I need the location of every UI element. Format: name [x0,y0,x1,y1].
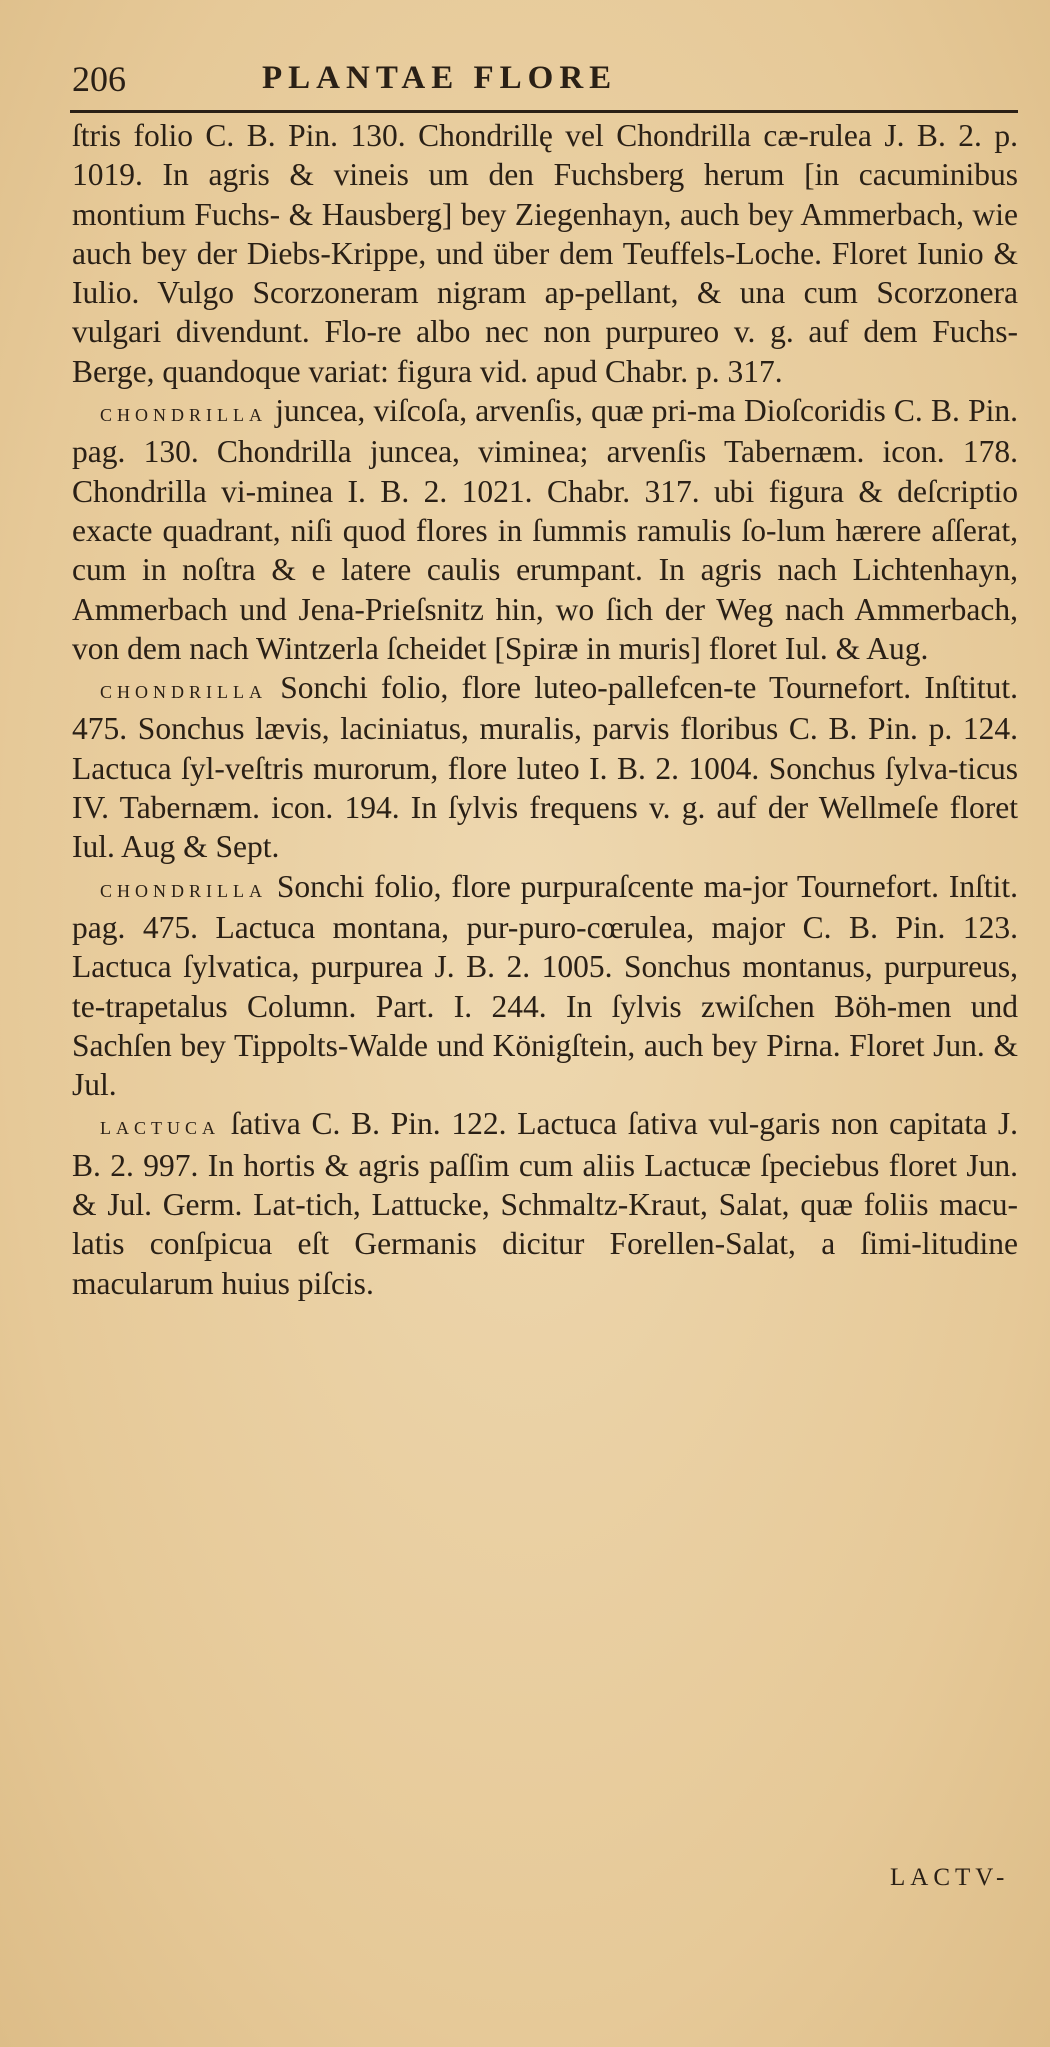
genus-name: chondrilla [100,675,267,705]
entry-paragraph [72,668,1018,866]
entry-paragraph [72,391,1018,668]
entry-text: Sonchi folio, flore purpuraſcente ma-jor Tournefort. Inſtit. pag. 475. Lactuca montana, pur-puro-cœrulea, major C. B. Pin. 123. Lactuca ſylvatica, purpurea J. B. 2. 1005. Sonchus montanus, purpureus, te-trapetalus Column. Part. I. 244. In ſylvis zwiſchen Böh-men und Sachſen bey Tippolts-Walde und Königſtein, auch bey Pirna. Floret Jun. & Jul. [72,868,1018,1103]
genus-name: lactuca [100,1111,220,1141]
page-number: 206 [72,59,126,99]
page-header [72,52,1012,112]
running-title: PLANTAE FLORE [262,60,618,96]
entry-text: ſtris folio C. B. Pin. 130. Chondrillę vel Chondrilla cæ-rulea J. B. 2. p. 1019. In agris & vineis um den Fuchsberg herum [in cacuminibus montium Fuchs- & Hausberg] bey Ziegenhayn, auch bey Ammerbach, wie auch bey der Diebs-Krippe, und über dem Teuffels-Loche. Floret Iunio & Iulio. Vulgo Scorzoneram nigram ap-pellant, & una cum Scorzonera vulgari divendunt. Flo-re albo nec non purpureo v. g. auf dem Fuchs-Berge, quandoque variat: figura vid. apud Chabr. p. 317. [72,118,1018,389]
entry-text: ſativa C. B. Pin. 122. Lactuca ſativa vul-garis non capitata J. B. 2. 997. In hortis & agris paſſim cum aliis Lactucæ ſpeciebus floret Jun. & Jul. Germ. Lat-tich, Lattucke, Schmaltz-Kraut, Salat, quæ foliis macu-latis conſpicua eſt Germanis dicitur Forellen-Salat, a ſimi-litudine macularum huius piſcis. [72,1106,1019,1301]
entry-paragraph [72,116,1018,391]
body-text [72,116,1018,1303]
header-rule [70,110,1018,113]
entry-paragraph [72,1104,1018,1302]
entry-paragraph [72,867,1018,1105]
genus-name: chondrilla [100,873,267,903]
entry-text: juncea, viſcoſa, arvenſis, quæ pri-ma Dioſcoridis C. B. Pin. pag. 130. Chondrilla juncea, viminea; arvenſis Tabernæm. icon. 178. Chondrilla vi-minea I. B. 2. 1021. Chabr. 317. ubi figura & deſcriptio exacte quadrant, niſi quod flores in ſummis ramulis ſo-lum hærere aſſerat, cum in noſtra & e latere caulis erumpant. In agris nach Lichtenhayn, Ammerbach und Jena-Prieſsnitz hin, wo ſich der Weg nach Ammerbach, von dem nach Wintzerla ſcheidet [Spiræ in muris] floret Iul. & Aug. [72,393,1018,666]
entry-text: Sonchi folio, flore luteo-pallefcen-te Tournefort. Inſtitut. 475. Sonchus lævis, laciniatus, muralis, parvis floribus C. B. Pin. p. 124. Lactuca ſyl-veſtris murorum, flore luteo I. B. 2. 1004. Sonchus ſylva-ticus IV. Tabernæm. icon. 194. In ſylvis frequens v. g. auf der Wellmeſe floret Iul. Aug & Sept. [72,670,1019,865]
genus-name: chondrilla [100,398,267,428]
catchword: LACTV- [890,1864,1010,1891]
